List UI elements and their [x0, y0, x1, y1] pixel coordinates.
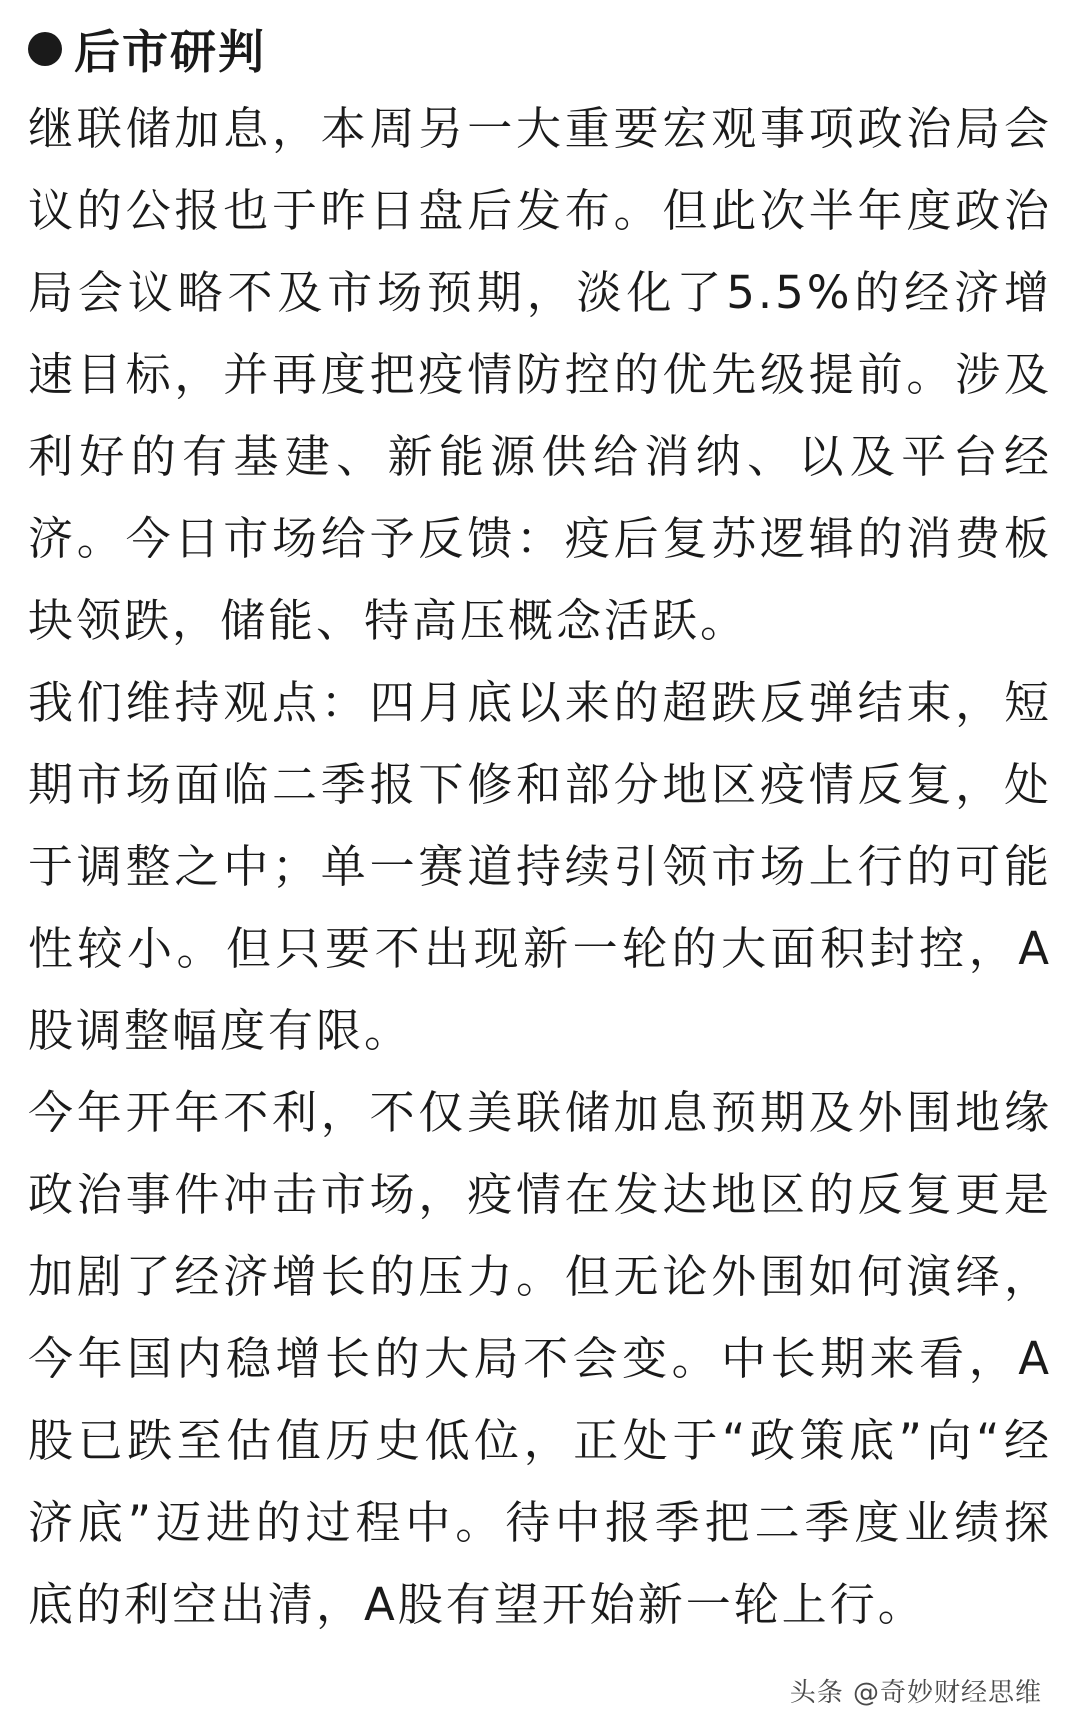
section-heading — [28, 10, 1052, 88]
bullet-icon — [28, 32, 62, 66]
watermark: 头条 @奇妙财经思维 — [789, 1678, 1042, 1708]
paragraph-2: 我们维持观点：四月底以来的超跌反弹结束，短期市场面临二季报下修和部分地区疫情反复，处于调整之中；单一赛道持续引领市场上行的可能性较小。但只要不出现新一轮的大面积封控，A股调整幅度有限。 — [28, 676, 1052, 1057]
paragraph-1: 继联储加息，本周另一大重要宏观事项政治局会议的公报也于昨日盘后发布。但此次半年度政治局会议略不及市场预期，淡化了5.5%的经济增速目标，并再度把疫情防控的优先级提前。涉及利好的有基建、新能源供给消纳、以及平台经济。今日市场给予反馈：疫后复苏逻辑的消费板块领跌，储能、特高压概念活跃。 — [28, 102, 1052, 647]
paragraph-3: 今年开年不利，不仅美联储加息预期及外围地缘政治事件冲击市场，疫情在发达地区的反复更是加剧了经济增长的压力。但无论外围如何演绎，今年国内稳增长的大局不会变。中长期来看，A股已跌至估值历史低位，正处于“政策底”向“经济底”迈进的过程中。待中报季把二季度业绩探底的利空出清，A股有望开始新一轮上行。 — [28, 1086, 1052, 1631]
section-title: 后市研判 — [74, 25, 266, 79]
